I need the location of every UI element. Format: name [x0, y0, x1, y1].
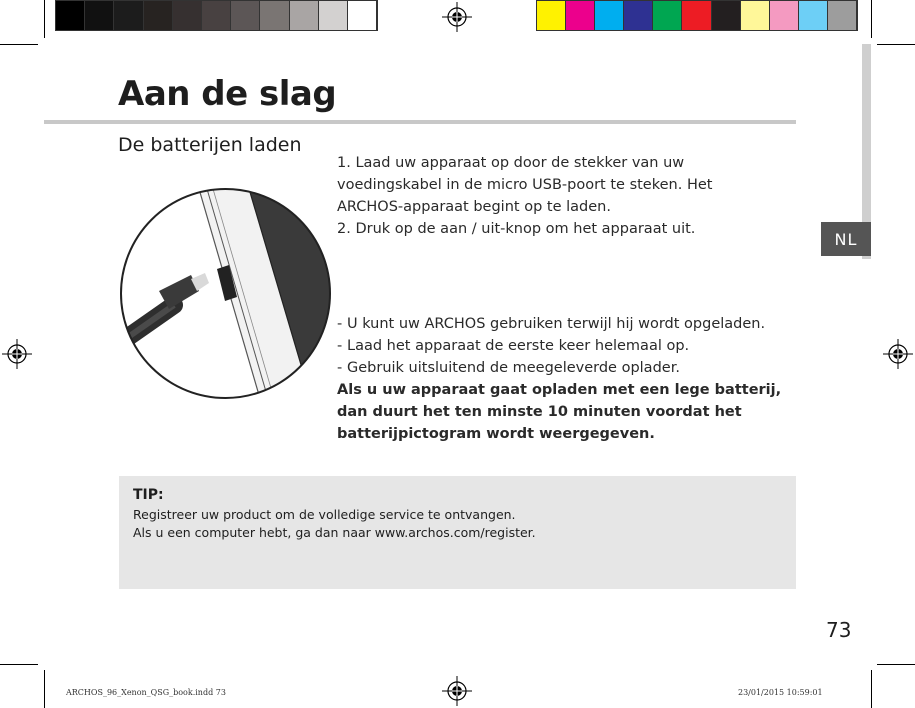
tip-box — [119, 476, 796, 589]
color-swatch — [566, 1, 595, 30]
note-item: - U kunt uw ARCHOS gebruiken terwijl hij wordt opgeladen. — [337, 313, 807, 335]
color-swatch — [712, 1, 741, 30]
color-swatch — [682, 1, 711, 30]
page-title: Aan de slag — [118, 74, 337, 114]
registration-mark-icon — [442, 676, 472, 706]
step-1: 1. Laad uw apparaat op door de stekker van uw voedingskabel in de micro USB-poort te steken. Het ARCHOS-apparaat begint op te laden. — [337, 155, 713, 215]
note-item: - Gebruik uitsluitend de meegeleverde oplader. — [337, 357, 807, 379]
battery-warning: Als u uw apparaat gaat opladen met een lege batterij, dan duurt het ten minste 10 minuten voordat het batterijpictogram wordt weergegeven. — [337, 382, 782, 442]
crop-mark — [877, 664, 915, 665]
grayscale-bar — [55, 0, 378, 31]
color-swatch — [653, 1, 682, 30]
slug-filename: ARCHOS_96_Xenon_QSG_book.indd 73 — [66, 688, 226, 697]
crop-mark — [44, 0, 45, 38]
micro-usb-charging-illustration — [119, 187, 332, 400]
crop-mark — [0, 664, 38, 665]
tip-label: TIP: — [133, 487, 164, 503]
color-swatch — [85, 1, 114, 30]
crop-mark — [44, 670, 45, 708]
color-swatch — [173, 1, 202, 30]
crop-mark — [0, 44, 38, 45]
charging-notes — [337, 313, 807, 445]
color-swatch — [114, 1, 143, 30]
crop-mark — [877, 44, 915, 45]
language-tab-label: NL — [834, 229, 858, 249]
color-swatch — [144, 1, 173, 30]
color-swatch — [595, 1, 624, 30]
step-2: 2. Druk op de aan / uit-knop om het apparaat uit. — [337, 221, 696, 237]
tip-line: Als u een computer hebt, ga dan naar www.archos.com/register. — [133, 525, 536, 540]
color-swatch — [770, 1, 799, 30]
registration-mark-icon — [442, 2, 472, 32]
title-rule — [44, 120, 796, 124]
section-title: De batterijen laden — [118, 134, 302, 156]
color-swatch — [290, 1, 319, 30]
color-bar — [536, 0, 858, 31]
instruction-steps — [337, 152, 777, 240]
color-swatch — [202, 1, 231, 30]
slug-datetime: 23/01/2015 10:59:01 — [738, 688, 823, 697]
color-swatch — [624, 1, 653, 30]
crop-mark — [871, 0, 872, 38]
color-swatch — [537, 1, 566, 30]
color-swatch — [828, 1, 857, 30]
color-swatch — [799, 1, 828, 30]
note-item: - Laad het apparaat de eerste keer helemaal op. — [337, 335, 807, 357]
language-tab — [821, 222, 871, 256]
tip-line: Registreer uw product om de volledige service te ontvangen. — [133, 507, 516, 522]
color-swatch — [260, 1, 289, 30]
color-swatch — [741, 1, 770, 30]
registration-mark-icon — [883, 339, 913, 369]
color-swatch — [56, 1, 85, 30]
color-swatch — [319, 1, 348, 30]
color-swatch — [231, 1, 260, 30]
color-swatch — [348, 1, 377, 30]
crop-mark — [871, 670, 872, 708]
page-number: 73 — [826, 618, 852, 642]
registration-mark-icon — [2, 339, 32, 369]
